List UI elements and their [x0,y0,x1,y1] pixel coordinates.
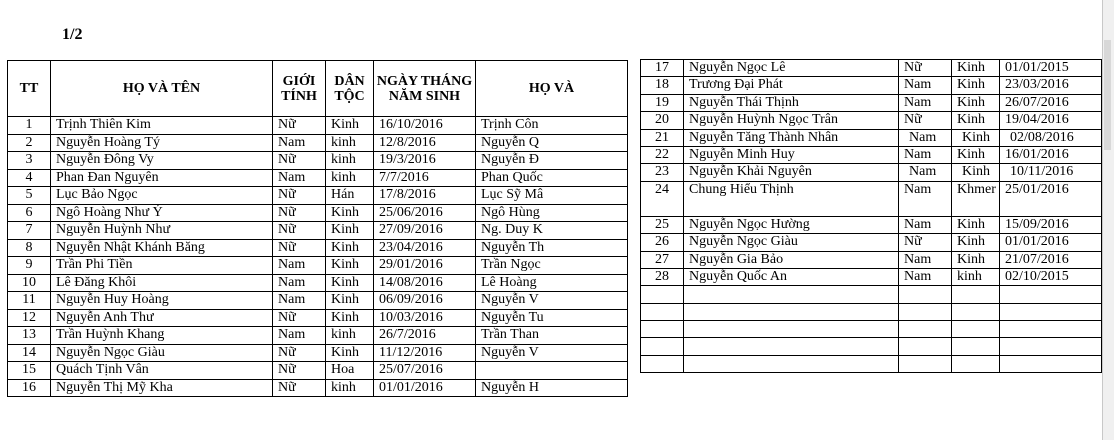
empty-cell [1000,355,1102,372]
cell-parent: Trần Than [476,327,628,345]
cell-ethnicity: Kinh [326,274,374,292]
student-table-2-viewport [640,59,1102,373]
header-gender: GIỚI TÍNH [273,61,326,117]
cell-tt: 3 [8,152,51,170]
cell-ethnicity: Kinh [326,257,374,275]
empty-cell [899,321,952,338]
cell-tt: 12 [8,309,51,327]
cell-name: Lê Đăng Khôi [51,274,273,292]
empty-cell [952,338,1000,355]
cell-ethnicity: Kinh [952,146,1000,163]
cell-tt: 5 [8,187,51,205]
cell-tt: 19 [641,94,684,111]
cell-tt: 24 [641,181,684,216]
cell-name: Nguyễn Minh Huy [684,146,899,163]
cell-dob: 25/01/2016 [1000,181,1102,216]
table-row [641,164,1102,181]
cell-tt: 15 [8,362,51,380]
cell-dob: 19/3/2016 [374,152,476,170]
table-row [8,134,628,152]
cell-gender: Nữ [899,234,952,251]
cell-gender: Nữ [899,112,952,129]
cell-dob: 23/03/2016 [1000,77,1102,94]
table-row [8,187,628,205]
cell-name: Nguyễn Huỳnh Ngọc Trân [684,112,899,129]
empty-cell [952,303,1000,320]
cell-name: Nguyễn Ngọc Lê [684,60,899,77]
empty-cell [899,338,952,355]
empty-cell [684,286,899,303]
cell-dob: 19/04/2016 [1000,112,1102,129]
cell-dob: 01/01/2016 [1000,234,1102,251]
empty-row [641,338,1102,355]
table-row [8,257,628,275]
table-row [8,169,628,187]
cell-tt: 26 [641,234,684,251]
cell-name: Nguyễn Thái Thịnh [684,94,899,111]
cell-gender: Nam [899,251,952,268]
cell-tt: 16 [8,379,51,397]
cell-gender: Nữ [273,379,326,397]
cell-gender: Nam [273,327,326,345]
cell-name: Nguyễn Hoàng Tý [51,134,273,152]
empty-cell [952,321,1000,338]
cell-ethnicity: Kinh [952,164,1000,181]
cell-dob: 16/01/2016 [1000,146,1102,163]
cell-dob: 02/10/2015 [1000,268,1102,285]
cell-dob: 16/10/2016 [374,117,476,135]
student-table-1 [7,60,628,397]
cell-dob: 06/09/2016 [374,292,476,310]
cell-name: Nguyễn Anh Thư [51,309,273,327]
table-row [8,327,628,345]
cell-name: Lục Bảo Ngọc [51,187,273,205]
cell-gender: Nữ [899,60,952,77]
table-row [641,216,1102,233]
cell-name: Trần Phi Tiền [51,257,273,275]
cell-parent: Nguyễn V [476,292,628,310]
cell-tt: 6 [8,204,51,222]
table-row [641,60,1102,77]
cell-ethnicity: Kinh [952,216,1000,233]
cell-tt: 22 [641,146,684,163]
cell-name: Nguyễn Ngọc Giàu [684,234,899,251]
cell-gender: Nữ [273,204,326,222]
cell-gender: Nam [273,169,326,187]
cell-gender: Nam [899,181,952,216]
cell-ethnicity: Kinh [326,309,374,327]
cell-dob: 02/08/2016 [1000,129,1102,146]
cell-gender: Nữ [273,187,326,205]
table-header-row [8,61,628,117]
cell-dob: 01/01/2015 [1000,60,1102,77]
cell-name: Quách Tịnh Vân [51,362,273,380]
cell-name: Nguyễn Quốc An [684,268,899,285]
header-tt: TT [8,61,51,117]
cell-gender: Nam [899,146,952,163]
cell-gender: Nữ [273,309,326,327]
cell-dob: 25/07/2016 [374,362,476,380]
cell-gender: Nam [899,164,952,181]
empty-cell [684,321,899,338]
cell-tt: 23 [641,164,684,181]
cell-ethnicity: Kinh [326,204,374,222]
header-parent: HỌ VÀ [476,61,628,117]
empty-cell [952,355,1000,372]
empty-row [641,303,1102,320]
table-row [641,77,1102,94]
empty-cell [684,338,899,355]
table-row [641,251,1102,268]
cell-name: Ngô Hoàng Như Ý [51,204,273,222]
cell-tt: 1 [8,117,51,135]
cell-tt: 10 [8,274,51,292]
cell-gender: Nam [899,129,952,146]
table-row [8,362,628,380]
cell-parent: Lê Hoàng [476,274,628,292]
cell-name: Nguyễn Tăng Thành Nhân [684,129,899,146]
empty-cell [1000,338,1102,355]
cell-parent: Nguyễn V [476,344,628,362]
cell-parent [476,362,628,380]
cell-dob: 14/08/2016 [374,274,476,292]
cell-gender: Nam [899,94,952,111]
cell-dob: 25/06/2016 [374,204,476,222]
cell-gender: Nam [273,292,326,310]
cell-name: Nguyễn Huỳnh Như [51,222,273,240]
cell-gender: Nam [273,257,326,275]
cell-dob: 12/8/2016 [374,134,476,152]
cell-tt: 2 [8,134,51,152]
cell-dob: 7/7/2016 [374,169,476,187]
cell-parent: Ng. Duy K [476,222,628,240]
cell-tt: 11 [8,292,51,310]
empty-cell [899,303,952,320]
empty-row [641,321,1102,338]
cell-tt: 20 [641,112,684,129]
cell-dob: 15/09/2016 [1000,216,1102,233]
student-table-1-viewport [7,60,575,395]
empty-cell [899,286,952,303]
cell-ethnicity: Kinh [952,234,1000,251]
empty-cell [952,286,1000,303]
table-row [8,309,628,327]
cell-tt: 8 [8,239,51,257]
cell-tt: 9 [8,257,51,275]
empty-cell [1000,321,1102,338]
table-row [8,344,628,362]
empty-row [641,286,1102,303]
cell-parent: Nguyễn Q [476,134,628,152]
cell-parent: Nguyễn H [476,379,628,397]
cell-dob: 11/12/2016 [374,344,476,362]
table-row [641,129,1102,146]
cell-ethnicity: Kinh [952,94,1000,111]
cell-ethnicity: Kinh [952,60,1000,77]
empty-cell [899,355,952,372]
cell-ethnicity: kinh [326,152,374,170]
table-row [8,117,628,135]
cell-ethnicity: Kinh [326,344,374,362]
cell-ethnicity: Kinh [326,292,374,310]
cell-tt: 4 [8,169,51,187]
cell-gender: Nữ [273,239,326,257]
empty-cell [641,286,684,303]
table-row [641,181,1102,216]
table-row [8,292,628,310]
empty-row [641,355,1102,372]
cell-name: Chung Hiểu Thịnh [684,181,899,216]
cell-gender: Nữ [273,362,326,380]
cell-name: Nguyễn Gia Bảo [684,251,899,268]
table-row [8,239,628,257]
cell-ethnicity: Kinh [952,112,1000,129]
cell-ethnicity: Kinh [952,251,1000,268]
empty-cell [1000,303,1102,320]
page-number: 1/2 [62,26,83,43]
table-row [8,274,628,292]
cell-name: Nguyễn Huy Hoàng [51,292,273,310]
header-dob: NGÀY THÁNG NĂM SINH [374,61,476,117]
cell-dob: 26/07/2016 [1000,94,1102,111]
cell-tt: 7 [8,222,51,240]
cell-dob: 10/03/2016 [374,309,476,327]
cell-ethnicity: Kinh [326,239,374,257]
cell-name: Nguyễn Ngọc Hường [684,216,899,233]
cell-dob: 17/8/2016 [374,187,476,205]
header-name: HỌ VÀ TÊN [51,61,273,117]
table-row [8,152,628,170]
table-row [641,112,1102,129]
cell-dob: 27/09/2016 [374,222,476,240]
scrollbar-thumb[interactable] [1104,40,1111,150]
cell-ethnicity: kinh [952,268,1000,285]
empty-cell [641,338,684,355]
cell-ethnicity: Khmer [952,181,1000,216]
cell-gender: Nam [899,77,952,94]
cell-name: Trần Huỳnh Khang [51,327,273,345]
cell-gender: Nam [899,268,952,285]
cell-ethnicity: Kinh [952,77,1000,94]
cell-name: Trịnh Thiên Kim [51,117,273,135]
cell-gender: Nam [273,134,326,152]
cell-dob: 26/7/2016 [374,327,476,345]
cell-gender: Nữ [273,344,326,362]
cell-gender: Nữ [273,222,326,240]
cell-gender: Nữ [273,152,326,170]
cell-parent: Ngô Hùng [476,204,628,222]
cell-tt: 17 [641,60,684,77]
header-ethnicity: DÂN TỘC [326,61,374,117]
empty-cell [1000,286,1102,303]
cell-gender: Nam [273,274,326,292]
table-row [641,94,1102,111]
cell-parent: Trịnh Côn [476,117,628,135]
cell-tt: 18 [641,77,684,94]
cell-tt: 27 [641,251,684,268]
cell-dob: 23/04/2016 [374,239,476,257]
cell-ethnicity: Kinh [326,222,374,240]
cell-parent: Nguyễn Th [476,239,628,257]
cell-name: Nguyễn Đông Vy [51,152,273,170]
cell-name: Phan Đan Nguyên [51,169,273,187]
cell-ethnicity: kinh [326,327,374,345]
cell-ethnicity: Kinh [952,129,1000,146]
cell-parent: Trần Ngọc [476,257,628,275]
cell-dob: 01/01/2016 [374,379,476,397]
cell-parent: Nguyễn Tu [476,309,628,327]
empty-cell [684,355,899,372]
cell-name: Nguyễn Thị Mỹ Kha [51,379,273,397]
cell-ethnicity: Hán [326,187,374,205]
cell-ethnicity: Kinh [326,117,374,135]
table-row [8,222,628,240]
empty-cell [684,303,899,320]
cell-parent: Lục Sỹ Mâ [476,187,628,205]
cell-dob: 29/01/2016 [374,257,476,275]
table-row [641,234,1102,251]
cell-name: Trương Đại Phát [684,77,899,94]
cell-name: Nguyễn Ngọc Giàu [51,344,273,362]
cell-ethnicity: kinh [326,379,374,397]
table-row [641,268,1102,285]
table-row [8,204,628,222]
cell-tt: 21 [641,129,684,146]
cell-tt: 25 [641,216,684,233]
cell-ethnicity: kinh [326,169,374,187]
table-row [641,146,1102,163]
cell-parent: Nguyễn Đ [476,152,628,170]
cell-tt: 14 [8,344,51,362]
empty-cell [641,303,684,320]
empty-cell [641,321,684,338]
cell-parent: Phan Quốc [476,169,628,187]
cell-name: Nguyễn Nhật Khánh Băng [51,239,273,257]
cell-gender: Nam [899,216,952,233]
cell-gender: Nữ [273,117,326,135]
cell-name: Nguyễn Khải Nguyên [684,164,899,181]
cell-tt: 28 [641,268,684,285]
cell-dob: 21/07/2016 [1000,251,1102,268]
cell-dob: 10/11/2016 [1000,164,1102,181]
cell-ethnicity: Hoa [326,362,374,380]
table-row [8,379,628,397]
empty-cell [641,355,684,372]
cell-tt: 13 [8,327,51,345]
student-table-2 [640,59,1102,373]
cell-ethnicity: kinh [326,134,374,152]
